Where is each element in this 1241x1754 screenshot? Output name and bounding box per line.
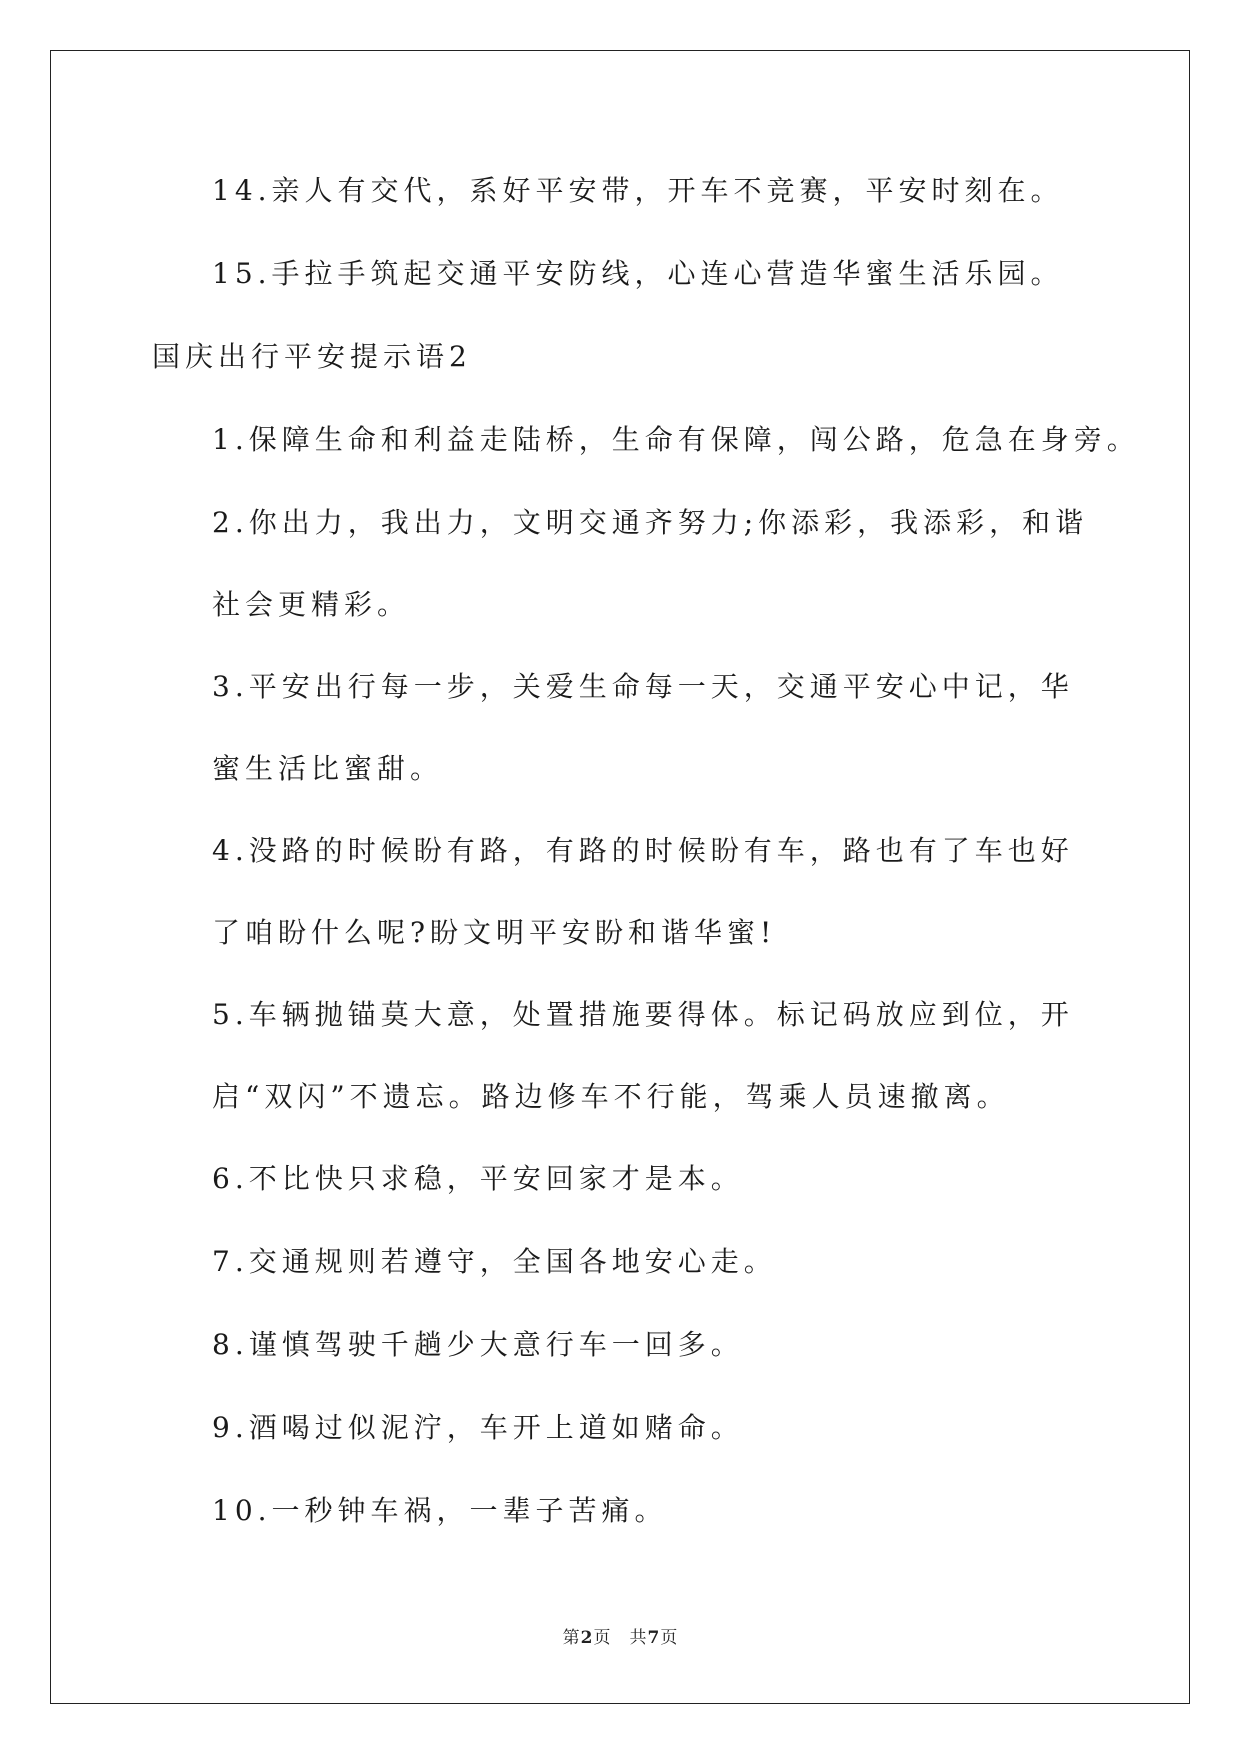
paragraph-2: 2.你出力，我出力，文明交通齐努力;你添彩，我添彩，和谐社会更精彩。: [212, 506, 1089, 621]
footer-page-number: 2: [580, 1628, 594, 1648]
footer-suffix: 页: [660, 1628, 679, 1648]
paragraph-1: 1.保障生命和利益走陆桥，生命有保障，闯公路，危急在身旁。: [212, 423, 1140, 456]
paragraph-7: 7.交通规则若遵守，全国各地安心走。: [212, 1245, 777, 1278]
paragraph-5: 5.车辆抛锚莫大意，处置措施要得体。标记码放应到位，开启“双闪”不遗忘。路边修车不行能，驾乘人员速撤离。: [212, 998, 1074, 1113]
paragraph-9: 9.酒喝过似泥泞，车开上道如赌命。: [212, 1411, 744, 1444]
paragraph-3: 3.平安出行每一步，关爱生命每一天，交通平安心中记，华蜜生活比蜜甜。: [212, 670, 1074, 785]
section-heading: 国庆出行平安提示语2: [152, 340, 472, 373]
paragraph-6: 6.不比快只求稳，平安回家才是本。: [212, 1162, 744, 1195]
footer-middle: 页 共: [593, 1628, 648, 1648]
footer-prefix: 第: [562, 1628, 581, 1648]
footer-total-pages: 7: [647, 1628, 661, 1648]
paragraph-8: 8.谨慎驾驶千趟少大意行车一回多。: [212, 1328, 744, 1361]
paragraph-4: 4.没路的时候盼有路，有路的时候盼有车，路也有了车也好了咱盼什么呢?盼文明平安盼和谐华蜜!: [212, 834, 1074, 949]
paragraph-10: 10.一秒钟车祸，一辈子苦痛。: [212, 1494, 668, 1527]
paragraph-15: 15.手拉手筑起交通平安防线，心连心营造华蜜生活乐园。: [212, 257, 1064, 290]
page-footer: [0, 1623, 1241, 1648]
paragraph-14: 14.亲人有交代，系好平安带，开车不竞赛，平安时刻在。: [212, 174, 1064, 207]
